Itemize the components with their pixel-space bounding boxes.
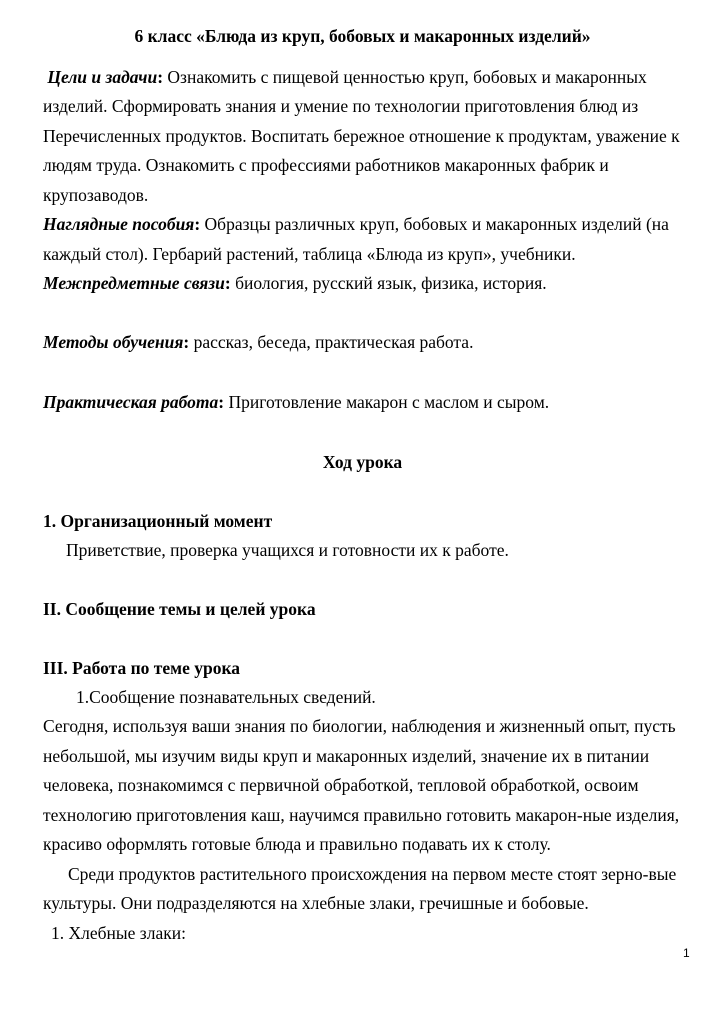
methods-line <box>43 328 683 357</box>
section-3-heading: III. Работа по теме урока <box>43 658 241 678</box>
aids-label: Наглядные пособия <box>43 214 195 234</box>
page-number: 1 <box>683 946 690 960</box>
paragraph-1-line-5: красиво оформлять готовые блюда и правильно подавать их к столу. <box>43 834 551 854</box>
goals-line-5: крупозаводов. <box>43 185 149 205</box>
aids-line-1 <box>43 210 683 239</box>
methods-label: Методы обучения <box>43 332 184 352</box>
practical-label: Практическая работа <box>43 392 219 412</box>
colon: : <box>224 273 231 293</box>
practical-line <box>43 388 683 417</box>
goals-line-1 <box>43 63 683 92</box>
methods-text: рассказ, беседа, практическая работа. <box>193 332 474 352</box>
list-item-1: 1. Хлебные злаки: <box>51 923 186 943</box>
practical-text: Приготовление макарон с маслом и сыром. <box>228 392 550 412</box>
colon: : <box>183 332 190 352</box>
paragraph-2-line-2: культуры. Они подразделяются на хлебные злаки, гречишные и бобовые. <box>43 893 589 913</box>
links-label: Межпредметные связи <box>43 273 225 293</box>
colon: : <box>194 214 201 234</box>
section-1-text: Приветствие, проверка учащихся и готовности их к работе. <box>66 540 509 560</box>
colon: : <box>218 392 225 412</box>
goals-text: Ознакомить с пищевой ценностью круп, бобовых и макаронных <box>167 67 647 87</box>
colon: : <box>157 67 164 87</box>
goals-line-3: Перечисленных продуктов. Воспитать бережное отношение к продуктам, уважение к <box>43 126 680 146</box>
aids-line-2: каждый стол). Гербарий растений, таблица «Блюда из круп», учебники. <box>43 244 576 264</box>
goals-label: Цели и задачи <box>47 67 158 87</box>
lesson-heading: Ход урока <box>322 452 403 472</box>
links-text: биология, русский язык, физика, история. <box>235 273 547 293</box>
paragraph-1-line-3: человека, познакомимся с первичной обработкой, тепловой обработкой, освоим <box>43 775 639 795</box>
section-2-heading: II. Сообщение темы и целей урока <box>43 599 316 619</box>
page-title: 6 класс «Блюда из круп, бобовых и макаронных изделий» <box>134 26 591 46</box>
aids-text: Образцы различных круп, бобовых и макаронных изделий (на <box>204 214 669 234</box>
section-1-heading: 1. Организационный момент <box>43 511 273 531</box>
goals-line-4: людям труда. Ознакомить с профессиями работников макаронных фабрик и <box>43 155 609 175</box>
paragraph-1-line-1: Сегодня, используя ваши знания по биологии, наблюдения и жизненный опыт, пусть <box>43 716 676 736</box>
paragraph-1-line-2: небольшой, мы изучим виды круп и макаронных изделий, значение их в питании <box>43 746 650 766</box>
paragraph-1-line-4: технологию приготовления каш, научимся правильно готовить макарон-ные изделия, <box>43 805 680 825</box>
section-3-subheading: 1.Сообщение познавательных сведений. <box>76 687 376 707</box>
links-line <box>43 269 683 298</box>
paragraph-2-line-1: Среди продуктов растительного происхождения на первом месте стоят зерно-вые <box>68 864 677 884</box>
goals-line-2: изделий. Сформировать знания и умение по технологии приготовления блюд из <box>43 96 639 116</box>
